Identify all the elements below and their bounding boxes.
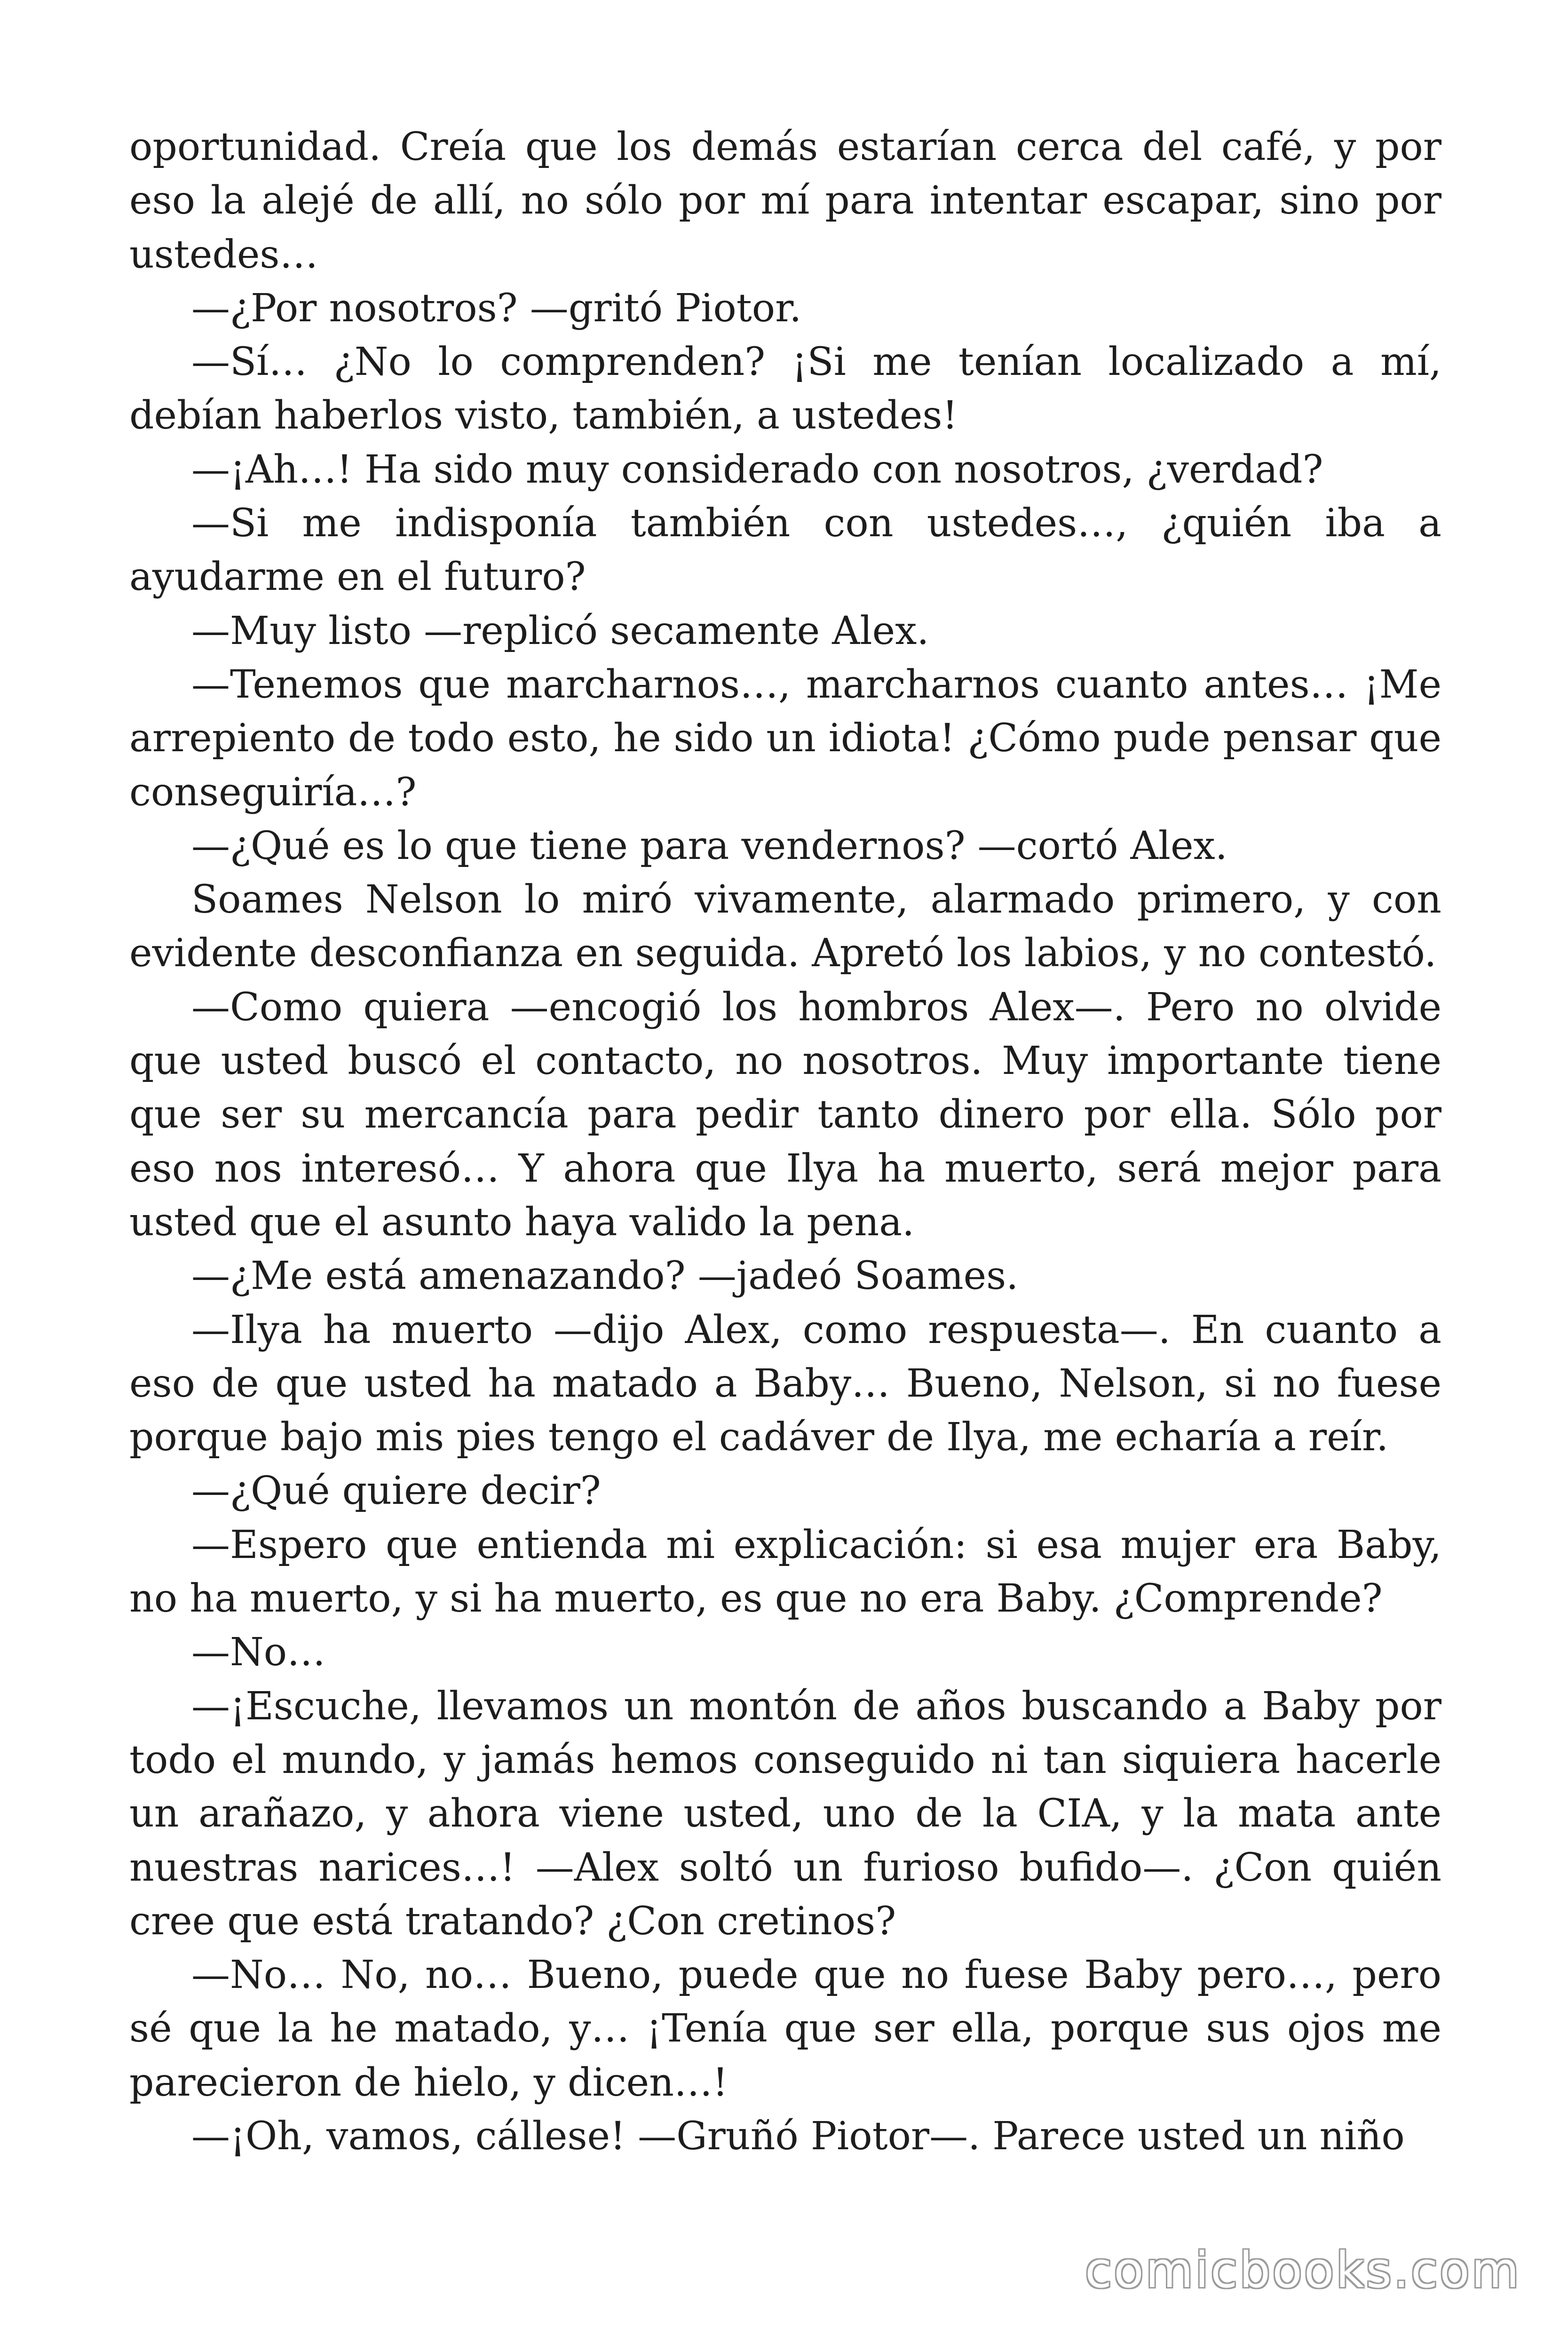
paragraph: —Ilya ha muerto —dijo Alex, como respuesta—. En cuanto a eso de que usted ha matado a Baby… Bueno, Nelson, si no fuese porque bajo mis pies tengo el cadáver de Ilya, me echaría a reír. bbox=[129, 1307, 1441, 1460]
book-page-text bbox=[129, 120, 1441, 2163]
paragraph: —¿Por nosotros? —gritó Piotor. bbox=[191, 286, 802, 331]
paragraph: —No… No, no… Bueno, puede que no fuese Baby pero…, pero sé que la he matado, y… ¡Tenía que ser ella, porque sus ojos me parecieron de hielo, y dicen…! bbox=[129, 1953, 1441, 2105]
paragraph: —Sí… ¿No lo comprenden? ¡Si me tenían localizado a mí, debían haberlos visto, también, a ustedes! bbox=[129, 340, 1441, 438]
paragraph: —Si me indisponía también con ustedes…, ¿quién iba a ayudarme en el futuro? bbox=[129, 501, 1441, 600]
paragraph: —Como quiera —encogió los hombros Alex—. Pero no olvide que usted buscó el contacto, no nosotros. Muy importante tiene que ser su mercancía para pedir tanto dinero por ella. Sólo por eso nos interesó… Y ahora que Ilya ha muerto, será mejor para usted que el asunto haya valido la pena. bbox=[129, 985, 1441, 1245]
paragraph: —¿Qué es lo que tiene para vendernos? —cortó Alex. bbox=[191, 823, 1227, 868]
paragraph: —¡Escuche, llevamos un montón de años buscando a Baby por todo el mundo, y jamás hemos conseguido ni tan siquiera hacerle un arañazo, y ahora viene usted, uno de la CIA, y la mata ante nuestras narices…! —Alex soltó un furioso bufido—. ¿Con quién cree que está tratando? ¿Con cretinos? bbox=[129, 1684, 1441, 1944]
paragraph: —¡Oh, vamos, cállese! —Gruñó Piotor—. Parece usted un niño bbox=[191, 2114, 1405, 2159]
paragraph: —¿Me está amenazando? —jadeó Soames. bbox=[191, 1254, 1019, 1299]
paragraph: —Espero que entienda mi explicación: si esa mujer era Baby, no ha muerto, y si ha muerto, es que no era Baby. ¿Comprende? bbox=[129, 1522, 1441, 1621]
paragraph: —No… bbox=[191, 1630, 326, 1675]
paragraph: —Muy listo —replicó secamente Alex. bbox=[191, 608, 929, 653]
watermark: comicbooks.com bbox=[1085, 2241, 1521, 2299]
paragraph: —¿Qué quiere decir? bbox=[191, 1469, 601, 1514]
paragraph: Soames Nelson lo miró vivamente, alarmado primero, y con evidente desconfianza en seguida. Apretó los labios, y no contestó. bbox=[129, 877, 1441, 976]
paragraph: —¡Ah…! Ha sido muy considerado con nosotros, ¿verdad? bbox=[191, 447, 1323, 492]
paragraph: oportunidad. Creía que los demás estarían cerca del café, y por eso la alejé de allí, no sólo por mí para intentar escapar, sino por ustedes… bbox=[129, 125, 1441, 277]
paragraph: —Tenemos que marcharnos…, marcharnos cuanto antes… ¡Me arrepiento de todo esto, he sido un idiota! ¿Cómo pude pensar que conseguiría…? bbox=[129, 662, 1441, 815]
